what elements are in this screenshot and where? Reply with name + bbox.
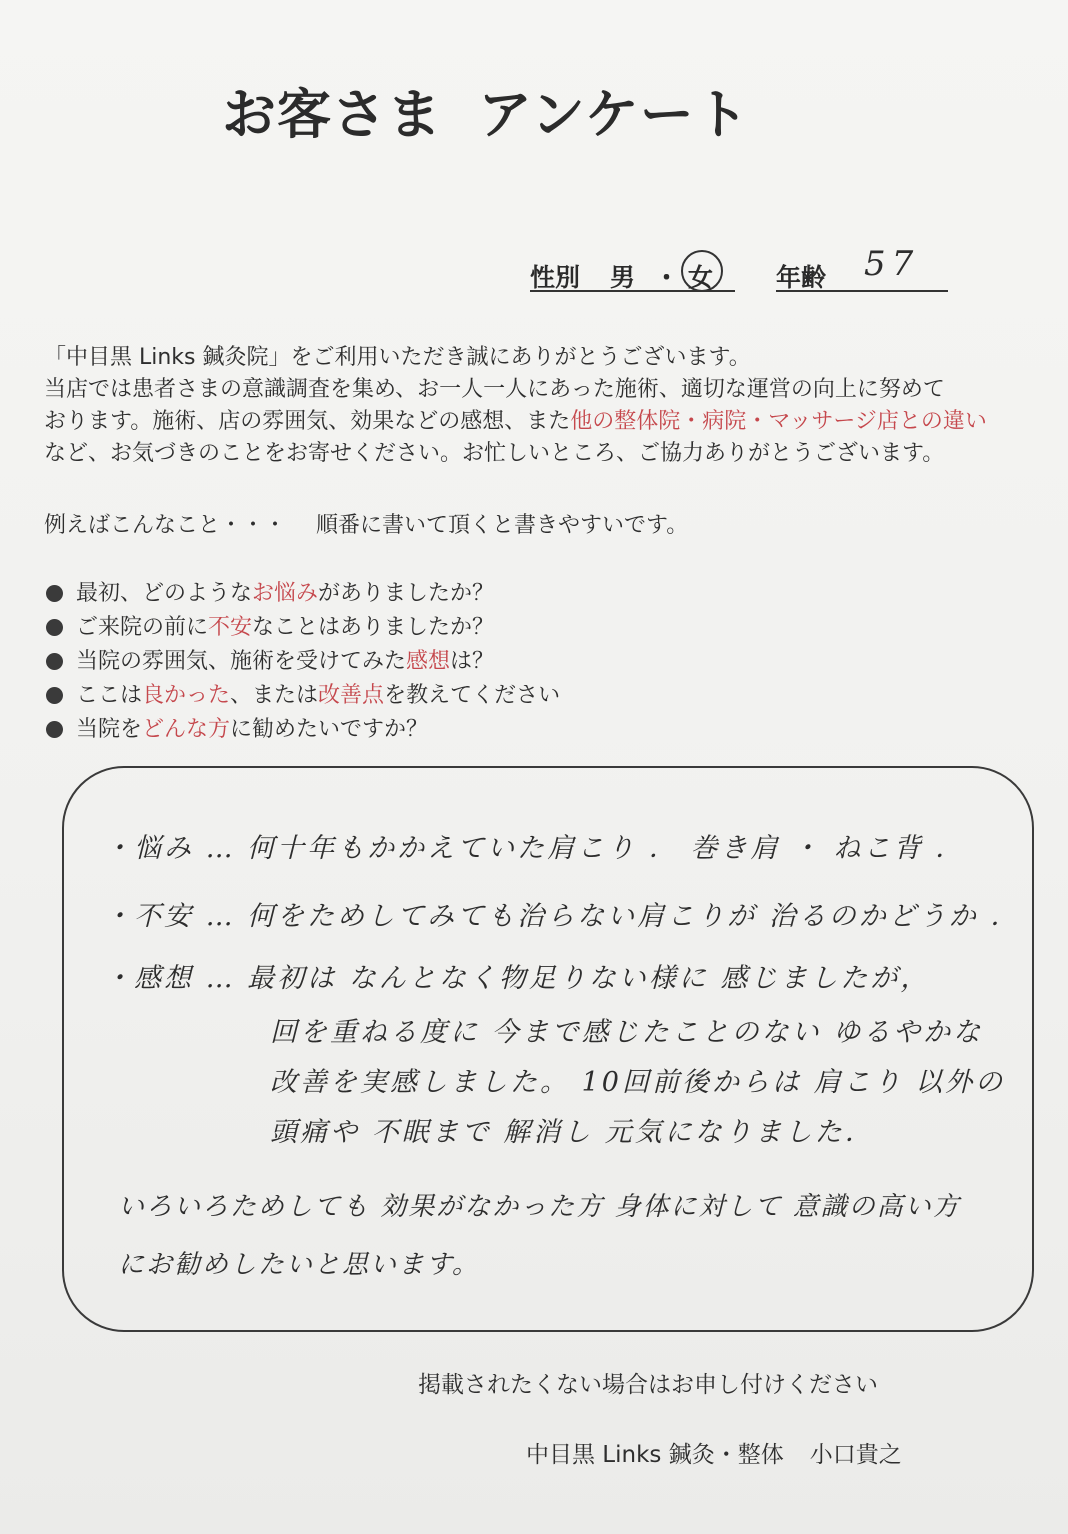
answer-line-anxiety: ・不安 … 何をためしてみても治らない肩こりが 治るのかどうか ． [104,901,1021,932]
intro-line: 当店では患者さまの意識調査を集め、お一人一人にあった施術、適切な運営の向上に努めて [44,377,945,402]
intro-line: 「中目黒 Links 鍼灸院」をご利用いただき誠にありがとうございます。 [44,345,751,370]
example-text: 順番に書いて頂くと書きやすいです。 [316,513,689,538]
question-text: 当院の雰囲気、施術を受けてみた感想は？ [76,649,495,674]
example-hint [44,508,688,539]
footer-staff: 小口貴之 [809,1442,902,1468]
intro-line: など、お気づきのことをお寄せください。お忙しいところ、ご協力ありがとうございます。 [44,441,945,466]
intro-paragraph [44,342,1034,470]
intro-line [44,406,1034,438]
title-part1: お客さま [222,83,442,146]
gender-field [530,246,735,292]
answer-line-impression: 改善を実感しました。 10回前後からは 肩こり 以外の [270,1067,1006,1098]
footer-signature [526,1436,902,1469]
answer-line-impression: 回を重ねる度に 今まで感じたことのない ゆるやかな [270,1017,984,1048]
page-title [222,72,750,149]
answer-line-worries: ・悩み … 何十年もかかえていた肩こり ． 巻き肩 ・ ねこ背 ． [104,833,966,864]
age-label: 年齢 [776,263,827,292]
footer-clinic: 中目黒 Links 鍼灸・整体 [526,1442,784,1468]
gender-label: 性別 [530,263,581,292]
gender-separator: ・ [654,263,680,292]
bullet-dot-icon [46,653,63,670]
bullet-dot-icon [46,721,63,738]
question-text: 当院をどんな方に勧めたいですか？ [76,717,429,742]
title-part2: アンケート [478,83,750,146]
answer-line-impression: 頭痛や 不眠まで 解消し 元気になりました． [270,1117,875,1148]
bullet-dot-icon [46,585,63,602]
question-text: ご来院の前に不安なことはありましたか？ [76,615,495,640]
answer-line-recommend: いろいろためしても 効果がなかった方 身体に対して 意識の高い方 [118,1192,961,1222]
question-text: 最初、どのようなお悩みがありましたか？ [76,581,495,606]
bullet-dot-icon [46,619,63,636]
answer-line-recommend: にお勧めしたいと思います。 [118,1250,480,1280]
gender-option-male: 男 [610,263,636,292]
age-value: 57 [864,244,920,284]
intro-text: おります。施術、店の雰囲気、効果などの感想、また [44,409,571,434]
gender-option-female: 女 [688,263,714,292]
question-text: ここは良かった、または改善点を教えてください [76,683,561,708]
answer-line-impression: ・感想 … 最初は なんとなく物足りない様に 感じましたが， [104,963,931,994]
footer-notice: 掲載されたくない場合はお申し付けください [418,1372,878,1398]
age-field [776,246,948,292]
intro-highlight: 他の整体院・病院・マッサージ店との違い [570,409,987,434]
example-lead: 例えばこんなこと・・・ [44,513,287,538]
bullet-dot-icon [46,687,63,704]
